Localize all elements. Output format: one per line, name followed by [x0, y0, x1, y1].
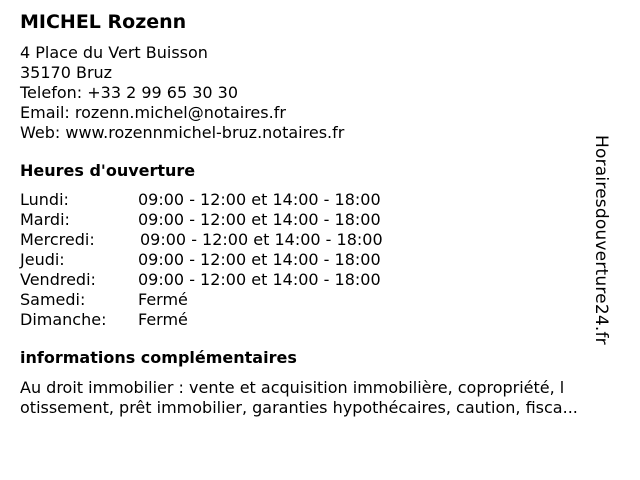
hours-day: Vendredi: — [20, 270, 96, 289]
hours-time: Fermé — [138, 290, 188, 309]
hours-row — [20, 190, 620, 210]
hours-row — [20, 290, 620, 310]
hours-heading: Heures d'ouverture — [20, 161, 196, 180]
address-block — [20, 43, 620, 143]
hours-time: Fermé — [138, 310, 188, 329]
hours-day: Mercredi: — [20, 230, 95, 249]
phone-line: Telefon: +33 2 99 65 30 30 — [20, 83, 239, 102]
address-city: 35170 Bruz — [20, 63, 113, 82]
web-line: Web: www.rozennmichel-bruz.notaires.fr — [20, 123, 345, 142]
hours-row — [20, 210, 620, 230]
hours-time: 09:00 - 12:00 et 14:00 - 18:00 — [138, 190, 381, 209]
info-description: Au droit immobilier : vente et acquisition immobilière, copropriété, l otissement, prêt immobilier, garanties hypothécaires, caution, fisca... — [20, 378, 578, 417]
hours-time: 09:00 - 12:00 et 14:00 - 18:00 — [140, 230, 383, 249]
hours-day: Samedi: — [20, 290, 86, 309]
hours-time: 09:00 - 12:00 et 14:00 - 18:00 — [138, 250, 381, 269]
hours-time: 09:00 - 12:00 et 14:00 - 18:00 — [138, 270, 381, 289]
hours-table — [20, 190, 620, 330]
email-line: Email: rozenn.michel@notaires.fr — [20, 103, 286, 122]
business-card — [20, 10, 620, 418]
business-name: MICHEL Rozenn — [20, 11, 187, 33]
info-heading: informations complémentaires — [20, 348, 297, 367]
hours-row — [20, 250, 620, 270]
hours-day: Jeudi: — [20, 250, 65, 269]
hours-row — [20, 230, 620, 250]
hours-row — [20, 270, 620, 290]
hours-day: Lundi: — [20, 190, 69, 209]
hours-day: Dimanche: — [20, 310, 107, 329]
hours-time: 09:00 - 12:00 et 14:00 - 18:00 — [138, 210, 381, 229]
hours-day: Mardi: — [20, 210, 70, 229]
address-street: 4 Place du Vert Buisson — [20, 43, 208, 62]
hours-row — [20, 310, 620, 330]
site-watermark: Horairesdouverture24.fr — [591, 135, 611, 345]
